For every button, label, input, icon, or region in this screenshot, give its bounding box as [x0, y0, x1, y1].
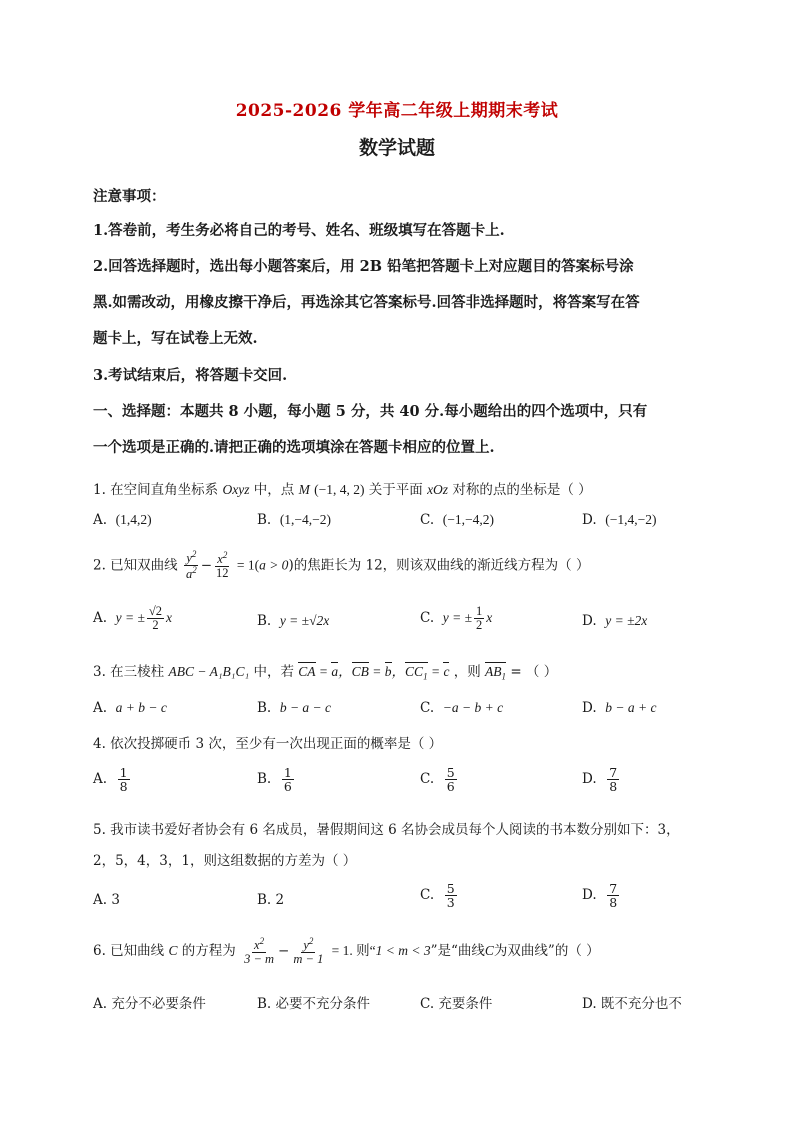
q6-option-c[interactable]: C. 充要条件: [420, 996, 493, 1012]
question-2: 2. 已知双曲线 $\frac{y^2}{a^2}$ − $\frac{x^2}{12}$ = 1(a > 0)的焦距长为 12，则该双曲线的渐近线方程为（ ）: [93, 549, 590, 582]
coordinate-system: Oxyz: [222, 482, 250, 497]
q1-option-c[interactable]: C. (−1,−4,2): [420, 512, 494, 528]
q2-option-d[interactable]: D. y = ±2x: [582, 613, 648, 629]
q4-option-d[interactable]: D. $\frac{7}{8}$: [582, 765, 618, 795]
question-6: 6. 已知曲线 C 的方程为 $\frac{x^2}{3 - m}$ − $\frac{y^2}{m - 1}$ = 1. 则“1 < m < 3”是“曲线C为双曲线”的（ ）: [93, 936, 600, 967]
notice-item-1: 1.答卷前，考生务必将自己的考号、姓名、班级填写在答题卡上.: [93, 222, 505, 239]
notice-item-2b: 黑.如需改动，用橡皮擦干净后，再选涂其它答案标号.回答非选择题时，将答案写在答: [93, 294, 640, 311]
question-1: 1. 在空间直角坐标系 Oxyz 中，点 M (−1, 4, 2) 关于平面 xOz 对称的点的坐标是（ ）: [93, 482, 592, 498]
point-m: M: [298, 482, 310, 497]
exam-title: 2025-2026 学年高二年级上期期末考试: [235, 101, 559, 121]
exam-subtitle: 数学试题: [358, 137, 435, 159]
q3-option-c[interactable]: C. −a − b + c: [420, 700, 504, 716]
fraction-x2-12: $\frac{x^2}{12}$: [216, 550, 229, 581]
notice-item-2c: 题卡上，写在试卷上无效.: [93, 330, 258, 347]
q1-option-d[interactable]: D. (−1,4,−2): [582, 512, 657, 528]
q2-option-b[interactable]: B. y = ±√2x: [257, 613, 330, 629]
q5-option-d[interactable]: D. $\frac{7}{8}$: [582, 881, 618, 911]
notice-item-2a: 2.回答选择题时，选出每小题答案后，用 2B 铅笔把答题卡上对应题目的答案标号涂: [93, 258, 634, 275]
q4-option-b[interactable]: B. $\frac{1}{6}$: [257, 765, 292, 795]
point-m-coord: (−1, 4, 2): [314, 482, 365, 497]
question-5-line-2: 2，5，4，3，1，则这组数据的方差为（ ）: [93, 853, 357, 869]
q2-option-c[interactable]: C. y = ± $\frac{1}{2}$ x: [420, 604, 493, 633]
q1-option-a[interactable]: A. (1,4,2): [93, 512, 152, 528]
notice-item-3: 3.考试结束后，将答题卡交回.: [93, 367, 288, 384]
q5-option-a[interactable]: A. 3: [93, 892, 120, 908]
q2-option-a[interactable]: A. y = ± $\frac{√2}{2}$ x: [93, 604, 173, 633]
q1-option-b[interactable]: B. (1,−4,−2): [257, 512, 332, 528]
section1-line2: 一个选项是正确的.请把正确的选项填涂在答题卡相应的位置上.: [93, 439, 495, 456]
q3-option-d[interactable]: D. b − a + c: [582, 700, 657, 716]
q3-option-a[interactable]: A. a + b − c: [93, 700, 167, 716]
question-4: 4. 依次投掷硬币 3 次，至少有一次出现正面的概率是（ ）: [93, 736, 443, 752]
notice-heading: 注意事项：: [93, 188, 166, 205]
q6-option-b[interactable]: B. 必要不充分条件: [257, 996, 371, 1012]
question-3: 3. 在三棱柱 ABC − A₁B₁C₁ 中，若 CA = a，CB = b，$CC_1 = c$ ，则 $AB_1$ = （ ）: [93, 664, 558, 682]
q3-option-b[interactable]: B. b − a − c: [257, 700, 332, 716]
section1-line1: 一、选择题：本题共 8 小题，每小题 5 分，共 40 分.每小题给出的四个选项中，只有: [93, 403, 648, 420]
plane-xoz: xOz: [427, 482, 449, 497]
fraction-y2: $\frac{y^2}{m - 1}$: [293, 936, 324, 967]
fraction-y2-a2: $\frac{y^2}{a^2}$: [185, 549, 197, 582]
q4-option-c[interactable]: C. $\frac{5}{6}$: [420, 765, 455, 795]
q6-option-d[interactable]: D. 既不充分也不: [582, 996, 682, 1012]
q5-option-b[interactable]: B. 2: [257, 892, 285, 908]
fraction-x2: $\frac{x^2}{3 - m}$: [244, 936, 275, 967]
q5-option-c[interactable]: C. $\frac{5}{3}$: [420, 881, 455, 911]
q4-option-a[interactable]: A. $\frac{1}{8}$: [93, 765, 128, 795]
question-5-line-1: 5. 我市读书爱好者协会有 6 名成员，暑假期间这 6 名协会成员每个人阅读的书本数分别如下：3，: [93, 822, 680, 838]
prism-name: ABC − A₁B₁C₁: [168, 664, 250, 679]
q6-option-a[interactable]: A. 充分不必要条件: [93, 996, 206, 1012]
